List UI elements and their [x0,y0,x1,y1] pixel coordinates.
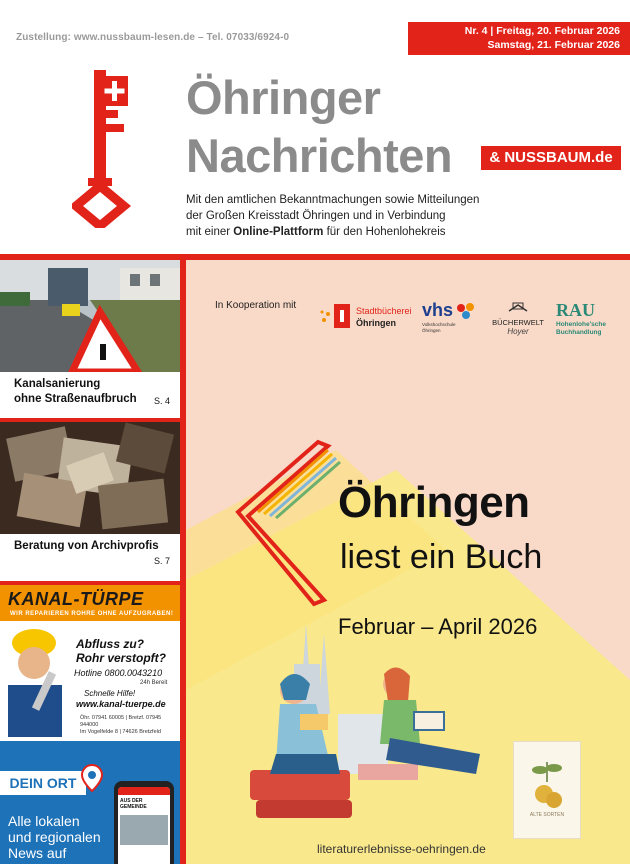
kanal-tuerpe-ad[interactable] [0,585,180,737]
buecherwelt-name: BÜCHERWELT [492,318,544,327]
intro-line-3-pre: mit einer [186,226,234,238]
teaser-page-number: S. 7 [153,556,170,566]
phone-screen-label: AUS DER GEMEINDE [120,798,147,810]
masthead-title-line1: Öhringer [186,71,381,124]
road-construction-photo [0,260,180,372]
key-crest-logo [72,66,134,228]
dein-ort-line2: und regionalen [8,829,101,845]
dein-ort-promo[interactable] [0,741,180,864]
intro-line-3 [186,224,526,240]
vhs-sub-line1: Volkshochschule [422,322,456,327]
phone-mockup [114,781,174,864]
masthead-intro [186,192,526,240]
issue-date-line1: Nr. 4 | Freitag, 20. Februar 2026 [464,25,620,37]
ad-tagline: WIR REPARIEREN ROHRE OHNE AUFZUGRABEN! [10,611,174,617]
dein-ort-text [8,813,101,861]
book-cover[interactable] [513,741,581,839]
teaser-kanalsanierung[interactable] [0,372,180,418]
ad-header [0,585,180,621]
buecherwelt-logo-icon [507,301,529,313]
rau-sub-line2: Buchhandlung [556,329,602,336]
intro-line-2: der Großen Kreisstadt Öhringen und in Verbindung [186,210,446,222]
ad-hours: 24h Bereit [140,680,168,686]
feature-title: Öhringen [338,478,530,527]
stadtbuecherei-line2: Öhringen [356,318,396,328]
issue-date-line2: Samstag, 21. Februar 2026 [487,39,620,51]
ad-address [80,715,180,736]
teaser-photo-archive[interactable] [0,422,180,534]
phone-screen-bar [118,787,170,795]
partner-rau[interactable] [556,300,626,336]
worker-illustration [0,623,78,737]
ad-question [76,637,166,665]
rau-sub-line1: Hohenlohe'sche [556,321,606,328]
rau-logo-text: RAU [556,300,595,320]
ad-address-line2: Im Vogelfelde 8 | 74626 Bretzfeld [80,729,161,735]
teaser-page-number: S. 4 [153,396,170,406]
location-pin-icon [80,763,104,793]
archive-photos-image [0,422,180,534]
book-cover-text: ALTE SORTEN [529,812,565,818]
dein-ort-line3: News auf [8,845,67,861]
masthead-title-line2: Nachrichten [186,129,453,182]
teaser-title-line2: ohne Straßenaufbruch [14,393,137,405]
rau-sub [556,321,626,337]
dein-ort-line1: Alle lokalen [8,813,80,829]
ad-address-line1: Öhr. 07941 60005 | Bretzf. 07945 944000 [80,715,162,728]
ad-brand: KANAL-TÜRPE [8,589,144,609]
feature-website-link[interactable]: literaturerlebnisse-oehringen.de [317,842,486,856]
teaser-title-line1: Kanalsanierung [14,378,101,390]
vhs-sub [422,322,456,334]
stadtbuecherei-line1: Stadtbücherei [356,306,412,316]
intro-online-platform: Online-Plattform [233,226,324,238]
delivery-info: Zustellung: www.nussbaum-lesen.de – Tel. 07033/6924-0 [16,32,290,43]
teaser-photo-road-construction[interactable] [0,260,180,372]
phone-screen-image [120,815,168,845]
cooperation-label: In Kooperation mit [215,300,297,311]
stadtbuecherei-logo-icon [318,302,354,332]
vhs-sub-line2: Öhringen [422,328,441,333]
buecherwelt-sub: Hoyer [507,327,529,336]
feature-dates: Februar – April 2026 [338,614,538,639]
ad-website-link[interactable]: www.kanal-tuerpe.de [76,699,166,709]
partner-buecherwelt[interactable] [488,300,548,336]
ad-question-line2: Rohr verstopft? [76,651,166,665]
ad-help: Schnelle Hilfe! [84,689,136,698]
teaser-archivprofis[interactable] [0,534,180,581]
publisher-badge: & NUSSBAUM.de [481,146,621,170]
teaser-title: Beratung von Archivprofis [14,540,159,552]
vhs-logo-text: vhs [422,300,454,320]
partner-vhs[interactable] [422,300,482,336]
intro-line-1: Mit den amtlichen Bekanntmachungen sowie Mitteilungen [186,194,480,206]
dein-ort-badge: DEIN ORT [0,771,86,795]
ad-hotline: Hotline 0800.0043210 [74,668,163,678]
partner-stadtbuecherei[interactable] [318,302,410,336]
issue-info-box [408,22,630,55]
vhs-logo-dots-icon [456,302,476,320]
ad-question-line1: Abfluss zu? [76,637,144,651]
phone-screen [118,787,170,864]
intro-line-3-post: für den Hohenlohekreis [323,226,446,238]
readers-illustration [240,604,520,828]
book-cover-fruit-illustration [514,742,580,838]
feature-subtitle: liest ein Buch [340,538,543,576]
